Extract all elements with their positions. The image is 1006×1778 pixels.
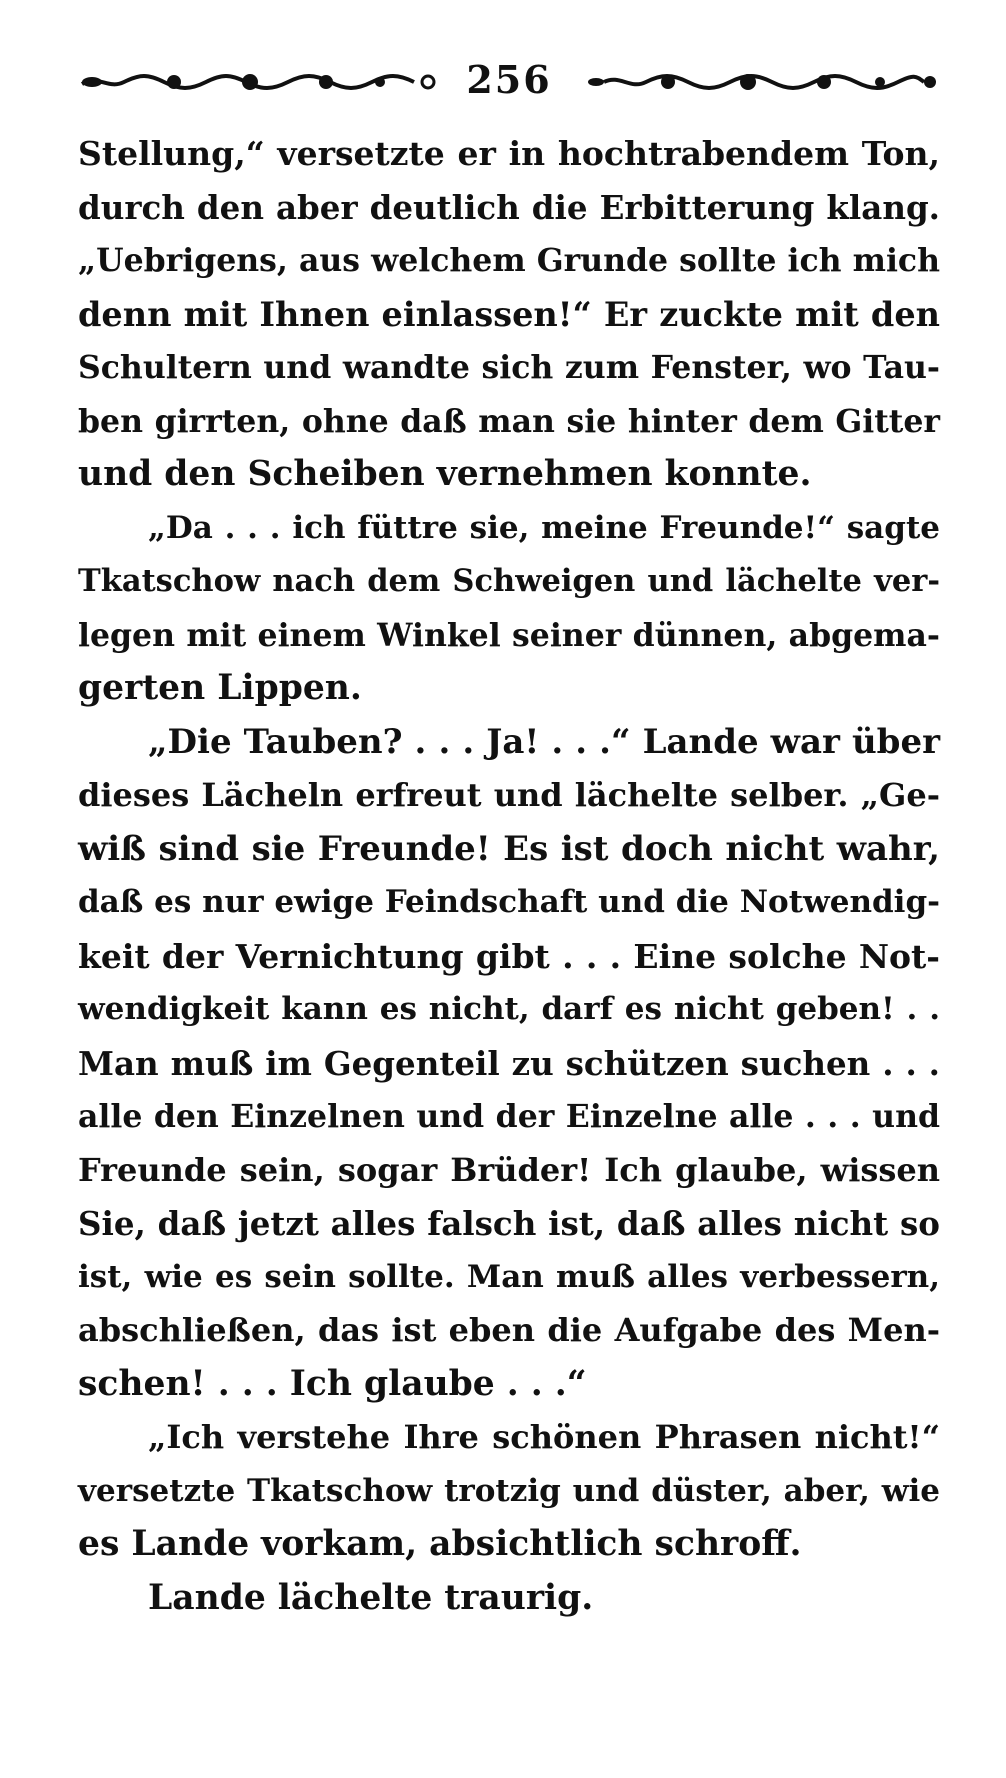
- text-line: Stellung,“ versetzte er in hochtrabendem Ton,: [78, 134, 940, 173]
- text-line: Schultern und wandte sich zum Fenster, wo Tau-: [78, 349, 940, 386]
- text-line: alle den Einzelnen und der Einzelne alle . . . und: [78, 1098, 940, 1135]
- text-line: Lande lächelte traurig.: [148, 1577, 594, 1618]
- text-line: Sie, daß jetzt alles falsch ist, daß alles nicht so: [78, 1204, 940, 1243]
- text-line: ben girrten, ohne daß man sie hinter dem Gitter: [78, 402, 940, 440]
- text-line: dieses Lächeln erfreut und lächelte selber. „Ge-: [78, 776, 940, 814]
- text-line: legen mit einem Winkel seiner dünnen, abgema-: [78, 616, 940, 654]
- right-ornament-icon: [580, 70, 940, 94]
- text-line: schen! . . . Ich glaube . . .“: [78, 1363, 587, 1404]
- page-number: 256: [466, 57, 552, 102]
- paragraph: [78, 502, 940, 716]
- text-line: und den Scheiben vernehmen konnte.: [78, 454, 812, 494]
- text-line: denn mit Ihnen einlassen!“ Er zuckte mit den: [78, 294, 940, 334]
- paragraph: [78, 716, 940, 1412]
- left-ornament-icon: [78, 70, 438, 94]
- text-line: daß es nur ewige Feindschaft und die Notwendig-: [78, 884, 940, 920]
- text-line: versetzte Tkatschow trotzig und düster, aber, wie: [78, 1472, 940, 1509]
- text-line: „Ich verstehe Ihre schönen Phrasen nicht!“: [148, 1418, 940, 1456]
- text-line: durch den aber deutlich die Erbitterung klang.: [78, 187, 940, 227]
- text-line: wendigkeit kann es nicht, darf es nicht geben! . .: [78, 991, 940, 1027]
- paragraph: [78, 127, 940, 502]
- text-line: „Uebrigens, aus welchem Grunde sollte ich mich: [78, 242, 940, 279]
- page-body: [78, 127, 940, 1625]
- text-line: ist, wie es sein sollte. Man muß alles verbessern,: [78, 1258, 940, 1295]
- text-line: Freunde sein, sogar Brüder! Ich glaube, wissen: [78, 1150, 940, 1189]
- text-line: Tkatschow nach dem Schweigen und lächelte ver-: [78, 563, 940, 599]
- paragraph: [78, 1411, 940, 1572]
- text-line: Man muß im Gegenteil zu schützen suchen . . .: [78, 1043, 940, 1083]
- page-header: [78, 52, 940, 112]
- text-line: es Lande vorkam, absichtlich schroff.: [78, 1524, 802, 1564]
- paragraph: [78, 1572, 940, 1626]
- text-line: abschließen, das ist eben die Aufgabe des Men-: [78, 1311, 940, 1349]
- text-line: gerten Lippen.: [78, 668, 362, 708]
- text-line: „Da . . . ich füttre sie, meine Freunde!“ sagte: [148, 509, 940, 546]
- text-line: „Die Tauben? . . . Ja! . . .“ Lande war über: [148, 721, 940, 762]
- text-line: keit der Vernichtung gibt . . . Eine solche Not-: [78, 936, 940, 976]
- text-line: wiß sind sie Freunde! Es ist doch nicht wahr,: [78, 828, 940, 869]
